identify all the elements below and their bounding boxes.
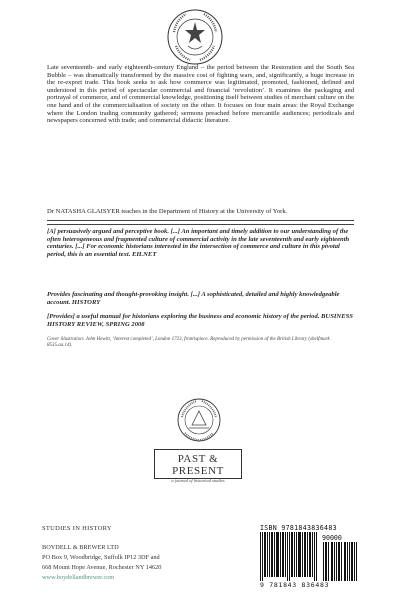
publisher-name: BOYDELL & BREWER LTD — [42, 544, 119, 551]
royal-historical-society-seal-icon — [166, 8, 224, 66]
review-quote: [A] persuasively argued and perceptive book. [...] An important and timely addition to our understanding of the often heterogeneous and fragmented culture of commercial activity in the late seventeenth and early eighteenth centuries. [...] For economic historians interested in the intersection of commerce and culture in this pivotal period, this is an essential text. EH.NET — [47, 228, 350, 258]
barcode-digits: 9 781843 836483 — [260, 581, 330, 589]
review-quote: Provides fascinating and thought-provoking insight. [...] A sophisticated, detailed and highly knowledgeable account. HISTORY — [47, 291, 340, 306]
past-and-present-title: PAST & PRESENT — [172, 453, 224, 477]
economic-history-society-seal-icon — [176, 397, 222, 443]
publisher-website: www.boydellandbrewer.com — [42, 574, 115, 581]
barcode — [260, 524, 360, 590]
publisher-address-1: PO Box 9, Woodbridge, Suffolk IP12 3DF and — [42, 554, 160, 561]
barcode-addon-icon — [323, 542, 357, 581]
author-note: Dr NATASHA GLAISYER teaches in the Department of History at the University of York. — [47, 208, 288, 215]
book-description: Late seventeenth- and early eighteenth-century England – the period between the Restoration and the South Sea Bubble – was dramatically transformed by the massive cost of fighting wars, and, significantly, a huge increase in the re-export trade. This book seeks to ask how commerce was legitimated, promoted, fashioned, defined and understood in this period of spectacular commercial and financial ‘revolution’. It examines the packaging and portrayal of commerce, and of commercial knowledge, positioning itself between studies of merchant culture on the one hand and of the commercialisation of society on the other. It focuses on four main areas: the Royal Exchange where the London trading community gathered; sermons preached before mercantile audiences; periodicals and newspapers concerned with trade; and commercial didactic literature. — [47, 64, 354, 125]
isbn-label: ISBN 9781843836483 — [260, 524, 337, 532]
barcode-main-icon — [260, 532, 318, 581]
publisher-address-2: 668 Mount Hope Avenue, Rochester NY 14620 — [42, 564, 162, 571]
past-and-present-subtitle: a journal of historical studies — [171, 478, 225, 483]
illustration-credit: Cover illustration: John Hewitt, ‘Interest completed’, London 1723, frontispiece. Reproduced by permission of the British Library (shelfmark 8535.aa.14). — [47, 337, 330, 348]
publisher-block — [42, 543, 161, 573]
past-and-present-logo — [154, 449, 242, 483]
series-name: STUDIES IN HISTORY — [42, 525, 112, 532]
barcode-addon-number: 90000 — [322, 534, 342, 542]
divider — [47, 224, 354, 225]
divider — [47, 220, 354, 221]
review-quote: [Provides] a useful manual for historians exploring the business and economic history of the period. BUSINESS HISTORY REVIEW, SPRING 2008 — [47, 313, 353, 328]
